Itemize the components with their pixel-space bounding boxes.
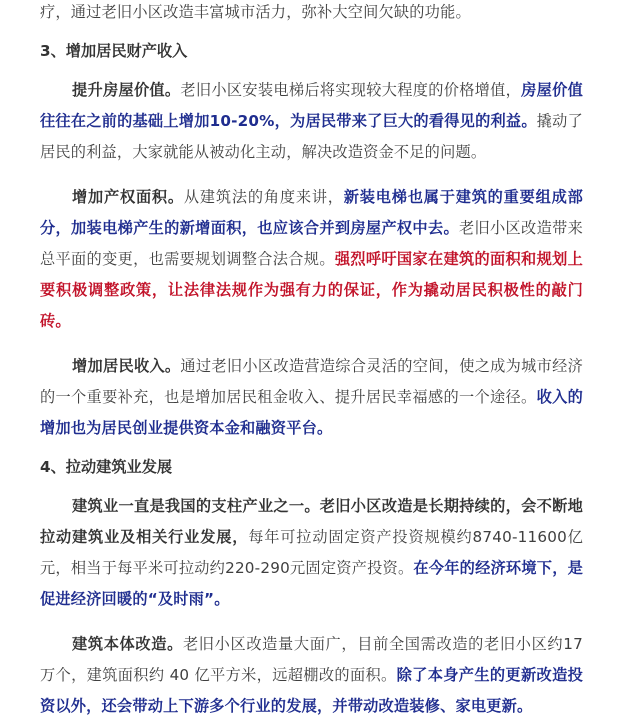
paragraph-text: 每年可拉动固定资产投资规模约8740-11600亿元，相当于每平米可拉动约220-290元固定资产投资。 (40, 528, 583, 577)
paragraph-text: 从建筑法的角度来讲， (183, 188, 344, 206)
paragraph-lead: 建筑业一直是我国的支柱产业之一。老旧小区改造是长期持续的，会不断地拉动建筑业及相关行业发展， (40, 497, 583, 546)
paragraph-lead: 提升房屋价值。 (72, 81, 181, 99)
section-4-paragraph-pillar-industry (40, 491, 583, 615)
emphasis-red: 强烈呼吁国家在建筑的面积和规划上要积极调整政策，让法律法规作为强有力的保证，作为撬动居民积极性的敲门砖。 (40, 250, 583, 330)
paragraph-text: 通过老旧小区改造营造综合灵活的空间，使之成为城市经济的一个重要补充，也是增加居民租金收入、提升居民幸福感的一个途径。 (40, 357, 583, 406)
intro-tail-text: 疗，通过老旧小区改造丰富城市活力，弥补大空间欠缺的功能。 (40, 3, 471, 21)
emphasis-blue: 在今年的经济环境下，是促进经济回暖的“及时雨”。 (40, 559, 584, 608)
section-4-heading: 4、拉动建筑业发展 (40, 458, 173, 476)
paragraph-lead: 增加居民收入。 (72, 357, 181, 375)
emphasis-blue: 房屋价值往往在之前的基础上增加10-20%，为居民带来了巨大的看得见的利益。 (40, 81, 583, 130)
paragraph-text: 老旧小区改造量大面广，目前全国需改造的老旧小区约17万个，建筑面积约 40 亿平方米，远超棚改的面积。 (40, 635, 583, 684)
paragraph-lead: 建筑本体改造。 (72, 635, 183, 653)
section-3-heading: 3、增加居民财产收入 (40, 42, 188, 60)
section-4-paragraph-building-renovation (40, 629, 583, 722)
section-3-paragraph-property-value (40, 75, 583, 168)
paragraph-text: 老旧小区改造带来总平面的变更，也需要规划调整合法合规。 (40, 219, 583, 268)
emphasis-blue: 除了本身产生的更新改造投资以外，还会带动上下游多个行业的发展，并带动改造装修、家电更新。 (40, 666, 583, 715)
paragraph-text: 撬动了居民的利益，大家就能从被动化主动，解决改造资金不足的问题。 (40, 112, 583, 161)
emphasis-blue: 新装电梯也属于建筑的重要组成部分，加装电梯产生的新增面积，也应该合并到房屋产权中去。 (40, 188, 584, 237)
paragraph-lead: 增加产权面积。 (72, 188, 184, 206)
section-3-paragraph-property-area (40, 182, 583, 337)
emphasis-blue: 收入的增加也为居民创业提供资本金和融资平台。 (40, 388, 583, 437)
paragraph-text: 老旧小区安装电梯后将实现较大程度的价格增值， (180, 81, 522, 99)
section-3-paragraph-resident-income (40, 351, 583, 444)
